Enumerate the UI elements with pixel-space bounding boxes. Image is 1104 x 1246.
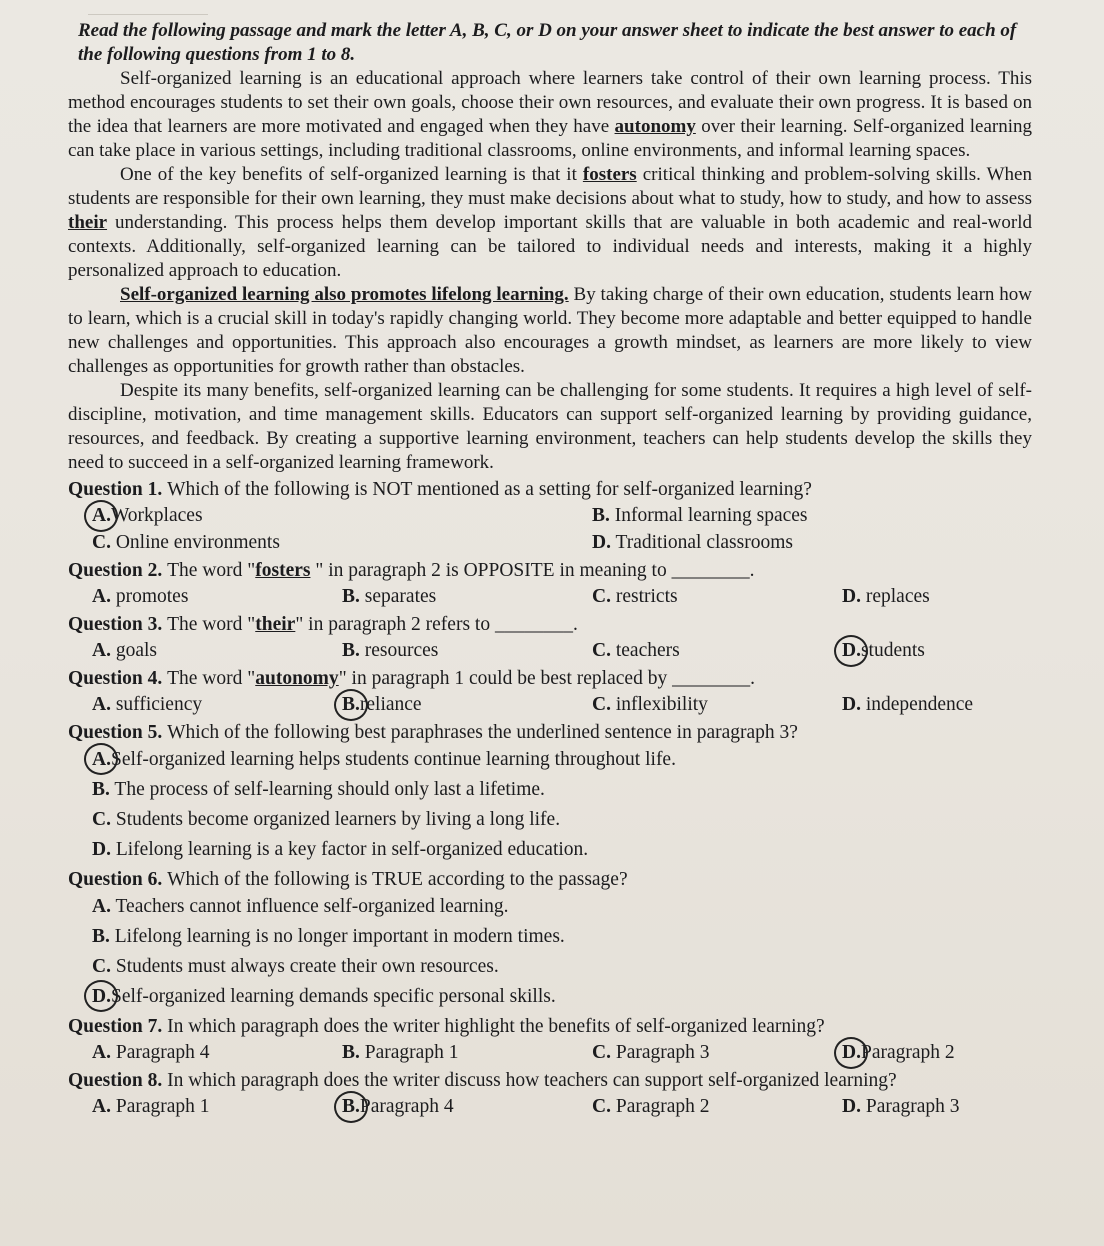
question-4-options — [68, 691, 1032, 718]
option-c[interactable]: C. Online environments — [92, 532, 280, 553]
option-b[interactable]: B. Lifelong learning is no longer important in modern times. — [92, 926, 565, 947]
option-a[interactable]: A.Workplaces — [92, 502, 592, 529]
paragraph-2 — [68, 163, 1032, 283]
question-label: Question 1. — [68, 479, 163, 500]
question-1-options — [68, 502, 1032, 556]
question-5-options — [68, 745, 1032, 865]
option-a[interactable]: A. sufficiency — [92, 694, 203, 715]
stem-keyword: their — [255, 614, 296, 635]
option-d[interactable]: D. Lifelong learning is a key factor in self-organized education. — [92, 839, 589, 860]
question-stem: In which paragraph does the writer discuss how teachers can support self-organized learning? — [167, 1070, 897, 1091]
paragraph-4 — [68, 379, 1032, 475]
question-6-options — [68, 892, 1032, 1012]
question-3: Question 3. The word "their" in paragraph 2 refers to ________. — [68, 614, 578, 635]
question-4: Question 4. The word "autonomy" in paragraph 1 could be best replaced by ________. — [68, 668, 755, 689]
question-2-options — [68, 583, 1032, 610]
question-6 — [68, 867, 1032, 892]
option-c[interactable]: C. restricts — [592, 586, 678, 607]
question-7 — [68, 1014, 1032, 1039]
question-label: Question 3. — [68, 614, 163, 635]
paragraph-3 — [68, 283, 1032, 379]
p3-underlined-sentence: Self-organized learning also promotes lifelong learning. — [120, 284, 569, 305]
option-b[interactable]: B. The process of self-learning should only last a lifetime. — [92, 779, 545, 800]
p4-text: Despite its many benefits, self-organized learning can be challenging for some students. It requires a high level of self-discipline, motivation, and time management skills. Educators can support self-organized learning by providing guidance, resources, and feedback. By creating a supportive learning environment, teachers can help students develop the skills they need to succeed in a self-organized learning framework. — [68, 380, 1032, 473]
p2-text-a: One of the key benefits of self-organized learning is that it — [120, 164, 583, 185]
option-b[interactable]: B. Informal learning spaces — [592, 505, 808, 526]
option-c[interactable]: C. Students become organized learners by living a long life. — [92, 809, 561, 830]
p1-text-b: over their learning. Self-organized learning can take place in various settings, including traditional classrooms, online environments, and informal learning spaces. — [68, 116, 1032, 161]
question-stem: Which of the following is NOT mentioned as a setting for self-organized learning? — [167, 479, 812, 500]
question-stem: Which of the following is TRUE according to the passage? — [167, 869, 628, 890]
p2-text-c: understanding. This process helps them develop important skills that are valuable in both academic and real-world contexts. Additionally, self-organized learning can be tailored to individual needs and interests, making it a highly personalized approach to education. — [68, 212, 1032, 281]
option-a[interactable]: A. Paragraph 1 — [92, 1096, 210, 1117]
option-c[interactable]: C. Students must always create their own resources. — [92, 956, 499, 977]
passage — [68, 67, 1032, 475]
question-label: Question 6. — [68, 869, 163, 890]
word-fosters: fosters — [582, 164, 637, 185]
question-3-options — [68, 637, 1032, 664]
question-1 — [68, 477, 1032, 502]
question-label: Question 7. — [68, 1016, 163, 1037]
question-label: Question 5. — [68, 722, 163, 743]
option-d[interactable]: D. independence — [842, 694, 974, 715]
option-c[interactable]: C. Paragraph 2 — [592, 1096, 710, 1117]
stem-keyword: autonomy — [255, 668, 339, 689]
instructions: Read the following passage and mark the letter A, B, C, or D on your answer sheet to indicate the best answer to each of the following questions from 1 to 8. — [78, 20, 1017, 65]
option-d[interactable]: D.students — [842, 637, 1062, 664]
option-c[interactable]: C. teachers — [592, 640, 680, 661]
p1-text-a: Self-organized learning is an educational approach where learners take control of their own learning process. This method encourages students to set their own goals, choose their own resources, and evaluate their own progress. It is based on the idea that learners are more motivated and engaged when they have — [68, 68, 1032, 137]
p2-text-b: critical thinking and problem-solving skills. When students are responsible for their own learning, they must make decisions about what to study, how to study, and how to assess — [68, 164, 1032, 209]
paragraph-1 — [68, 67, 1032, 163]
top-edge-remnant — [88, 10, 208, 15]
option-c[interactable]: C. Paragraph 3 — [592, 1042, 710, 1063]
option-b[interactable]: B. resources — [342, 640, 439, 661]
question-2: Question 2. The word "fosters " in paragraph 2 is OPPOSITE in meaning to ________. — [68, 560, 755, 581]
p3-text-b: By taking charge of their own education, students learn how to learn, which is a crucial skill in today's rapidly changing world. They become more adaptable and better equipped to handle new challenges and opportunities. This approach also encourages a growth mindset, as learners are more likely to view challenges as opportunities for growth rather than obstacles. — [68, 284, 1032, 377]
word-their: their — [68, 212, 108, 233]
question-label: Question 4. — [68, 668, 163, 689]
option-c[interactable]: C. inflexibility — [592, 694, 708, 715]
question-8 — [68, 1068, 1032, 1093]
question-label: Question 2. — [68, 560, 163, 581]
option-a[interactable]: A. promotes — [92, 586, 189, 607]
stem-keyword: fosters — [255, 560, 311, 581]
option-a[interactable]: A.Self-organized learning helps students continue learning throughout life. — [92, 745, 1032, 775]
option-b[interactable]: B. Paragraph 1 — [342, 1042, 459, 1063]
option-d[interactable]: D. replaces — [842, 586, 930, 607]
question-label: Question 8. — [68, 1070, 163, 1091]
option-a[interactable]: A. Paragraph 4 — [92, 1042, 210, 1063]
option-a[interactable]: A. Teachers cannot influence self-organized learning. — [92, 896, 509, 917]
option-b[interactable]: B.reliance — [342, 691, 592, 718]
question-7-options — [68, 1039, 1032, 1066]
option-d[interactable]: D.Paragraph 2 — [842, 1039, 1062, 1066]
question-5 — [68, 720, 1032, 745]
option-d[interactable]: D. Traditional classrooms — [592, 532, 793, 553]
option-b[interactable]: B.Paragraph 4 — [342, 1093, 592, 1120]
question-stem: In which paragraph does the writer highlight the benefits of self-organized learning? — [167, 1016, 825, 1037]
word-autonomy: autonomy — [614, 116, 696, 137]
option-b[interactable]: B. separates — [342, 586, 437, 607]
option-d[interactable]: D.Self-organized learning demands specific personal skills. — [92, 982, 1032, 1012]
question-stem: Which of the following best paraphrases the underlined sentence in paragraph 3? — [167, 722, 798, 743]
question-8-options — [68, 1093, 1032, 1120]
option-a[interactable]: A. goals — [92, 640, 158, 661]
option-d[interactable]: D. Paragraph 3 — [842, 1096, 960, 1117]
